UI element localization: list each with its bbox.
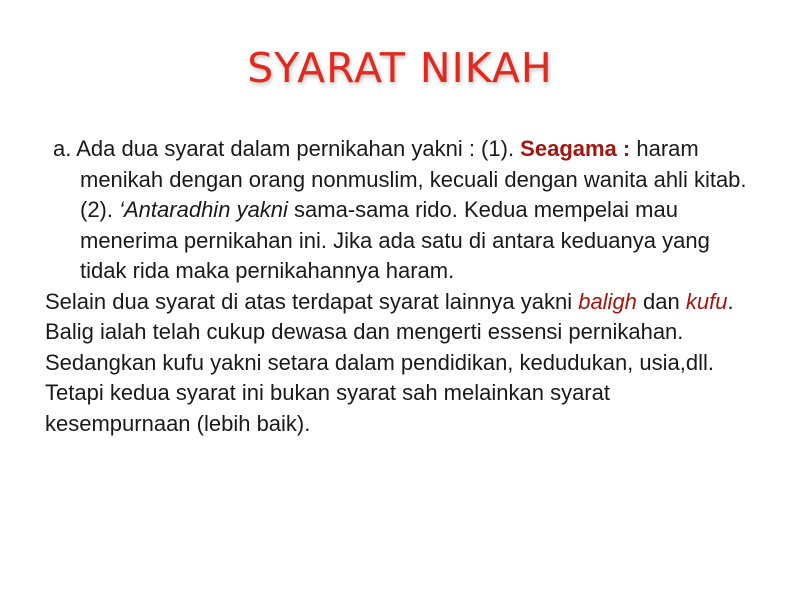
term-antaradhin: ‘Antaradhin: [119, 197, 231, 222]
term-seagama: Seagama :: [520, 136, 631, 161]
paragraph-b-text-3: . Balig ialah telah cukup dewasa dan mengerti essensi pernikahan. Sedangkan kufu yakni setara dalam pendidikan, kedudukan, usia,dll. Tetapi kedua syarat ini bukan syarat sah melainkan syarat kesempurnaan (lebih baik).: [45, 288, 734, 436]
slide-body: [45, 134, 757, 439]
term-kufu: kufu: [685, 288, 728, 314]
paragraph-a-text-4: sama-sama rido. Kedua mempelai mau menerima pernikahan ini. Jika ada satu di antara keduanya yang tidak rida maka pernikahannya haram.: [80, 197, 710, 283]
paragraph-b-text-2: dan: [636, 288, 686, 314]
paragraph-a: [45, 134, 757, 287]
paragraph-a-text-1: Ada dua syarat dalam pernikahan yakni : (1).: [71, 136, 521, 161]
term-yakni: yakni: [236, 197, 288, 222]
paragraph-b-text-1: Selain dua syarat di atas terdapat syarat lainnya yakni: [45, 288, 579, 314]
paragraph-b: [45, 287, 757, 440]
term-baligh: baligh: [578, 288, 637, 314]
slide-title: SYARAT NIKAH: [247, 44, 553, 92]
paragraph-a-text-2: haram menikah dengan orang nonmuslim, kecuali dengan wanita ahli kitab. (2).: [80, 136, 747, 222]
paragraph-a-marker: a.: [53, 136, 72, 161]
